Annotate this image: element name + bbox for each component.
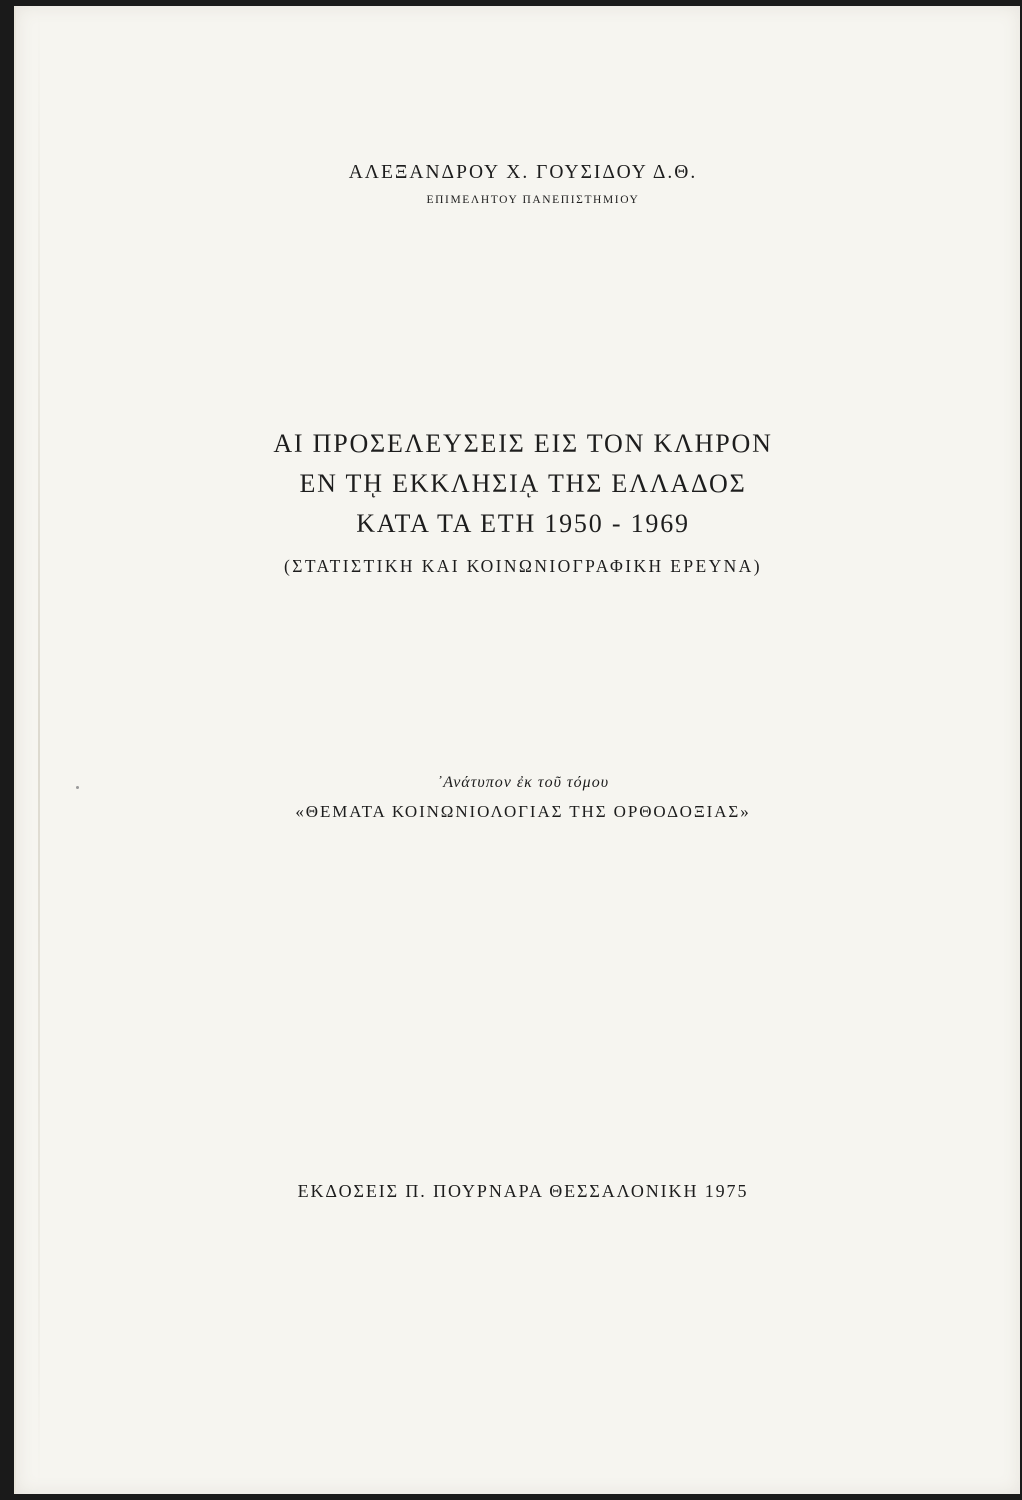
title-line-2: ΕΝ Τῌ ΕΚΚΛΗΣΙᾼ ΤΗΣ ΕΛΛΑΔΟΣ — [299, 469, 747, 498]
title-line-1: ΑΙ ΠΡΟΣΕΛΕΥΣΕΙΣ ΕΙΣ ΤΟΝ ΚΛΗΡΟΝ — [273, 429, 773, 458]
spine-crease — [38, 6, 40, 1494]
publisher-line: ΕΚΔΟΣΕΙΣ Π. ΠΟΥΡΝΑΡΑ ΘΕΣΣΑΛΟΝΙΚΗ 1975 — [297, 1181, 749, 1201]
paper-speck — [76, 786, 79, 789]
subtitle: (ΣΤΑΤΙΣΤΙΚΗ ΚΑΙ ΚΟΙΝΩΝΙΟΓΡΑΦΙΚΗ ΕΡΕΥΝΑ) — [284, 556, 762, 576]
author-affiliation: ΕΠΙΜΕΛΗΤΟΥ ΠΑΝΕΠΙΣΤΗΜΙΟΥ — [426, 194, 640, 206]
title-line-3: ΚΑΤΑ ΤΑ ΕΤΗ 1950 - 1969 — [356, 509, 690, 538]
author-name: ΑΛΕΞΑΝΔΡΟΥ Χ. ΓΟΥΣΙΔΟΥ Δ.Θ. — [348, 162, 698, 183]
reprint-note: ᾿Ανάτυπον ἐκ τοῦ τόμου — [436, 774, 610, 791]
book-cover — [14, 6, 1020, 1494]
volume-title: «ΘΕΜΑΤΑ ΚΟΙΝΩΝΙΟΛΟΓΙΑΣ ΤΗΣ ΟΡΘΟΔΟΞΙΑΣ» — [295, 802, 751, 821]
